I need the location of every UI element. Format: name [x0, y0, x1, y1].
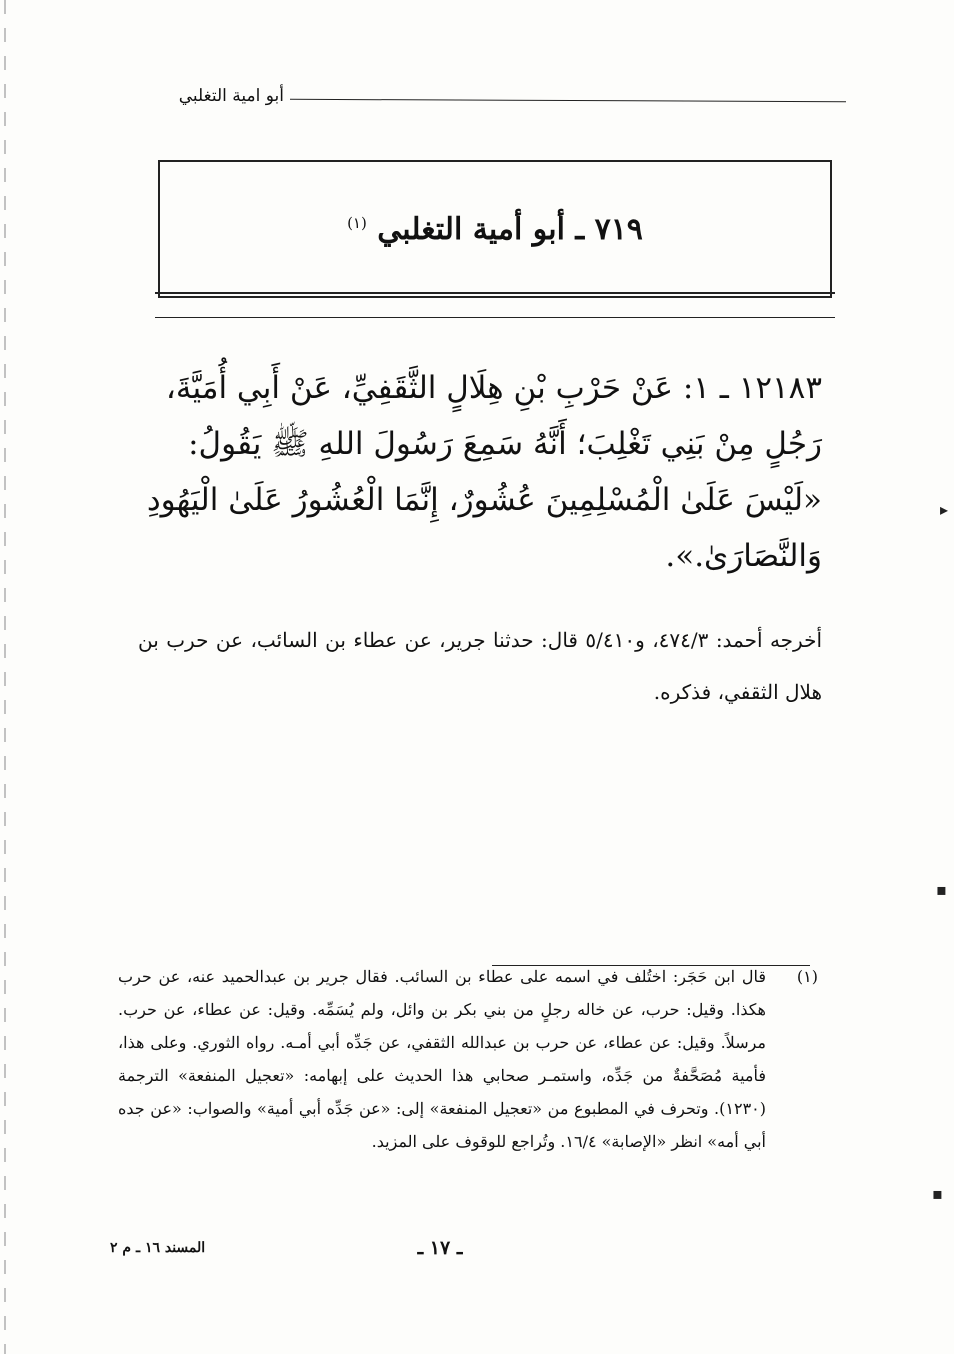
title-rule-lower: [155, 317, 835, 318]
chapter-title-box: [158, 160, 832, 298]
page-number: ـ ١٧ ـ: [417, 1237, 463, 1259]
running-head: أبو امية التغلبي: [178, 86, 284, 106]
chapter-title: [160, 212, 830, 247]
footnote-text: قال ابن حَجَر: اختُلف في اسمه على عطاء بن السائب. فقال جرير بن عبدالحميد عنه، عن حرب هكذا. وقيل: حرب، عن خاله رجلٍ من بني بكر بن وائل، ولم يُسَمِّه. وقيل: عن عطاء، عن حرب. مرسلاً. وقيل: عن عطاء، عن حرب بن عبدالله الثقفي، عن جَدِّه أبي أمـه. رواه الثوري. وعلى هذا، فأمية مُصَحَّفةٌ من جَدِّه، واستمـر صحابي هذا الحديث على إبهامه: «تعجيل المنفعة» الترجمة (١٢٣٠). وتحرف في المطبوع من «تعجيل المنفعة» إلى: «عن جَدِّه أبي أمية» والصواب: «عن جده أبي أمه» انظر «الإصابة» ١٦/٤. وتُراجع للوقوف على المزيد.: [118, 967, 766, 1151]
chapter-title-text: ٧١٩ ـ أبو أمية التغلبي: [377, 212, 643, 247]
hadith-line: رَجُلٍ مِنْ بَنِي تَغْلِبَ؛ أَنَّهُ سَمِعَ رَسُولَ اللهِ ﷺ يَقُولُ:: [188, 426, 822, 462]
margin-mark: ▸: [940, 500, 949, 519]
hadith-text: [138, 360, 822, 584]
printer-signature: المسند ١٦ ـ م ٢: [110, 1240, 206, 1256]
title-rule-upper: [155, 292, 835, 294]
scan-edge-marks: [4, 0, 6, 1354]
margin-mark: ▪: [936, 880, 947, 899]
running-head-rule: [290, 99, 846, 102]
margin-mark: ▪: [932, 1184, 943, 1203]
hadith-quote-line: «لَيْسَ عَلَىٰ الْمُسْلِمِينَ عُشُورٌ، إِنَّمَا الْعُشُورُ عَلَىٰ الْيَهُودِ: [146, 482, 822, 518]
footnote-number: (١): [796, 967, 818, 986]
hadith-quote-line: وَالنَّصَارَىٰ.».: [665, 538, 822, 574]
hadith-line: ١٢١٨٣ ـ ١: عَنْ حَرْبِ بْنِ هِلَالٍ الثَّقَفِيِّ، عَنْ أَبِي أُمَيَّةَ،: [165, 370, 822, 406]
footnote: [118, 960, 818, 1158]
takhrij-paragraph: أخرجه أحمد: ٤٧٤/٣، و٥/٤١٠ قال: حدثنا جرير، عن عطاء بن السائب، عن حرب بن هلال الثقفي، فذكره.: [138, 628, 822, 704]
footnote-reference: (١): [347, 214, 367, 232]
